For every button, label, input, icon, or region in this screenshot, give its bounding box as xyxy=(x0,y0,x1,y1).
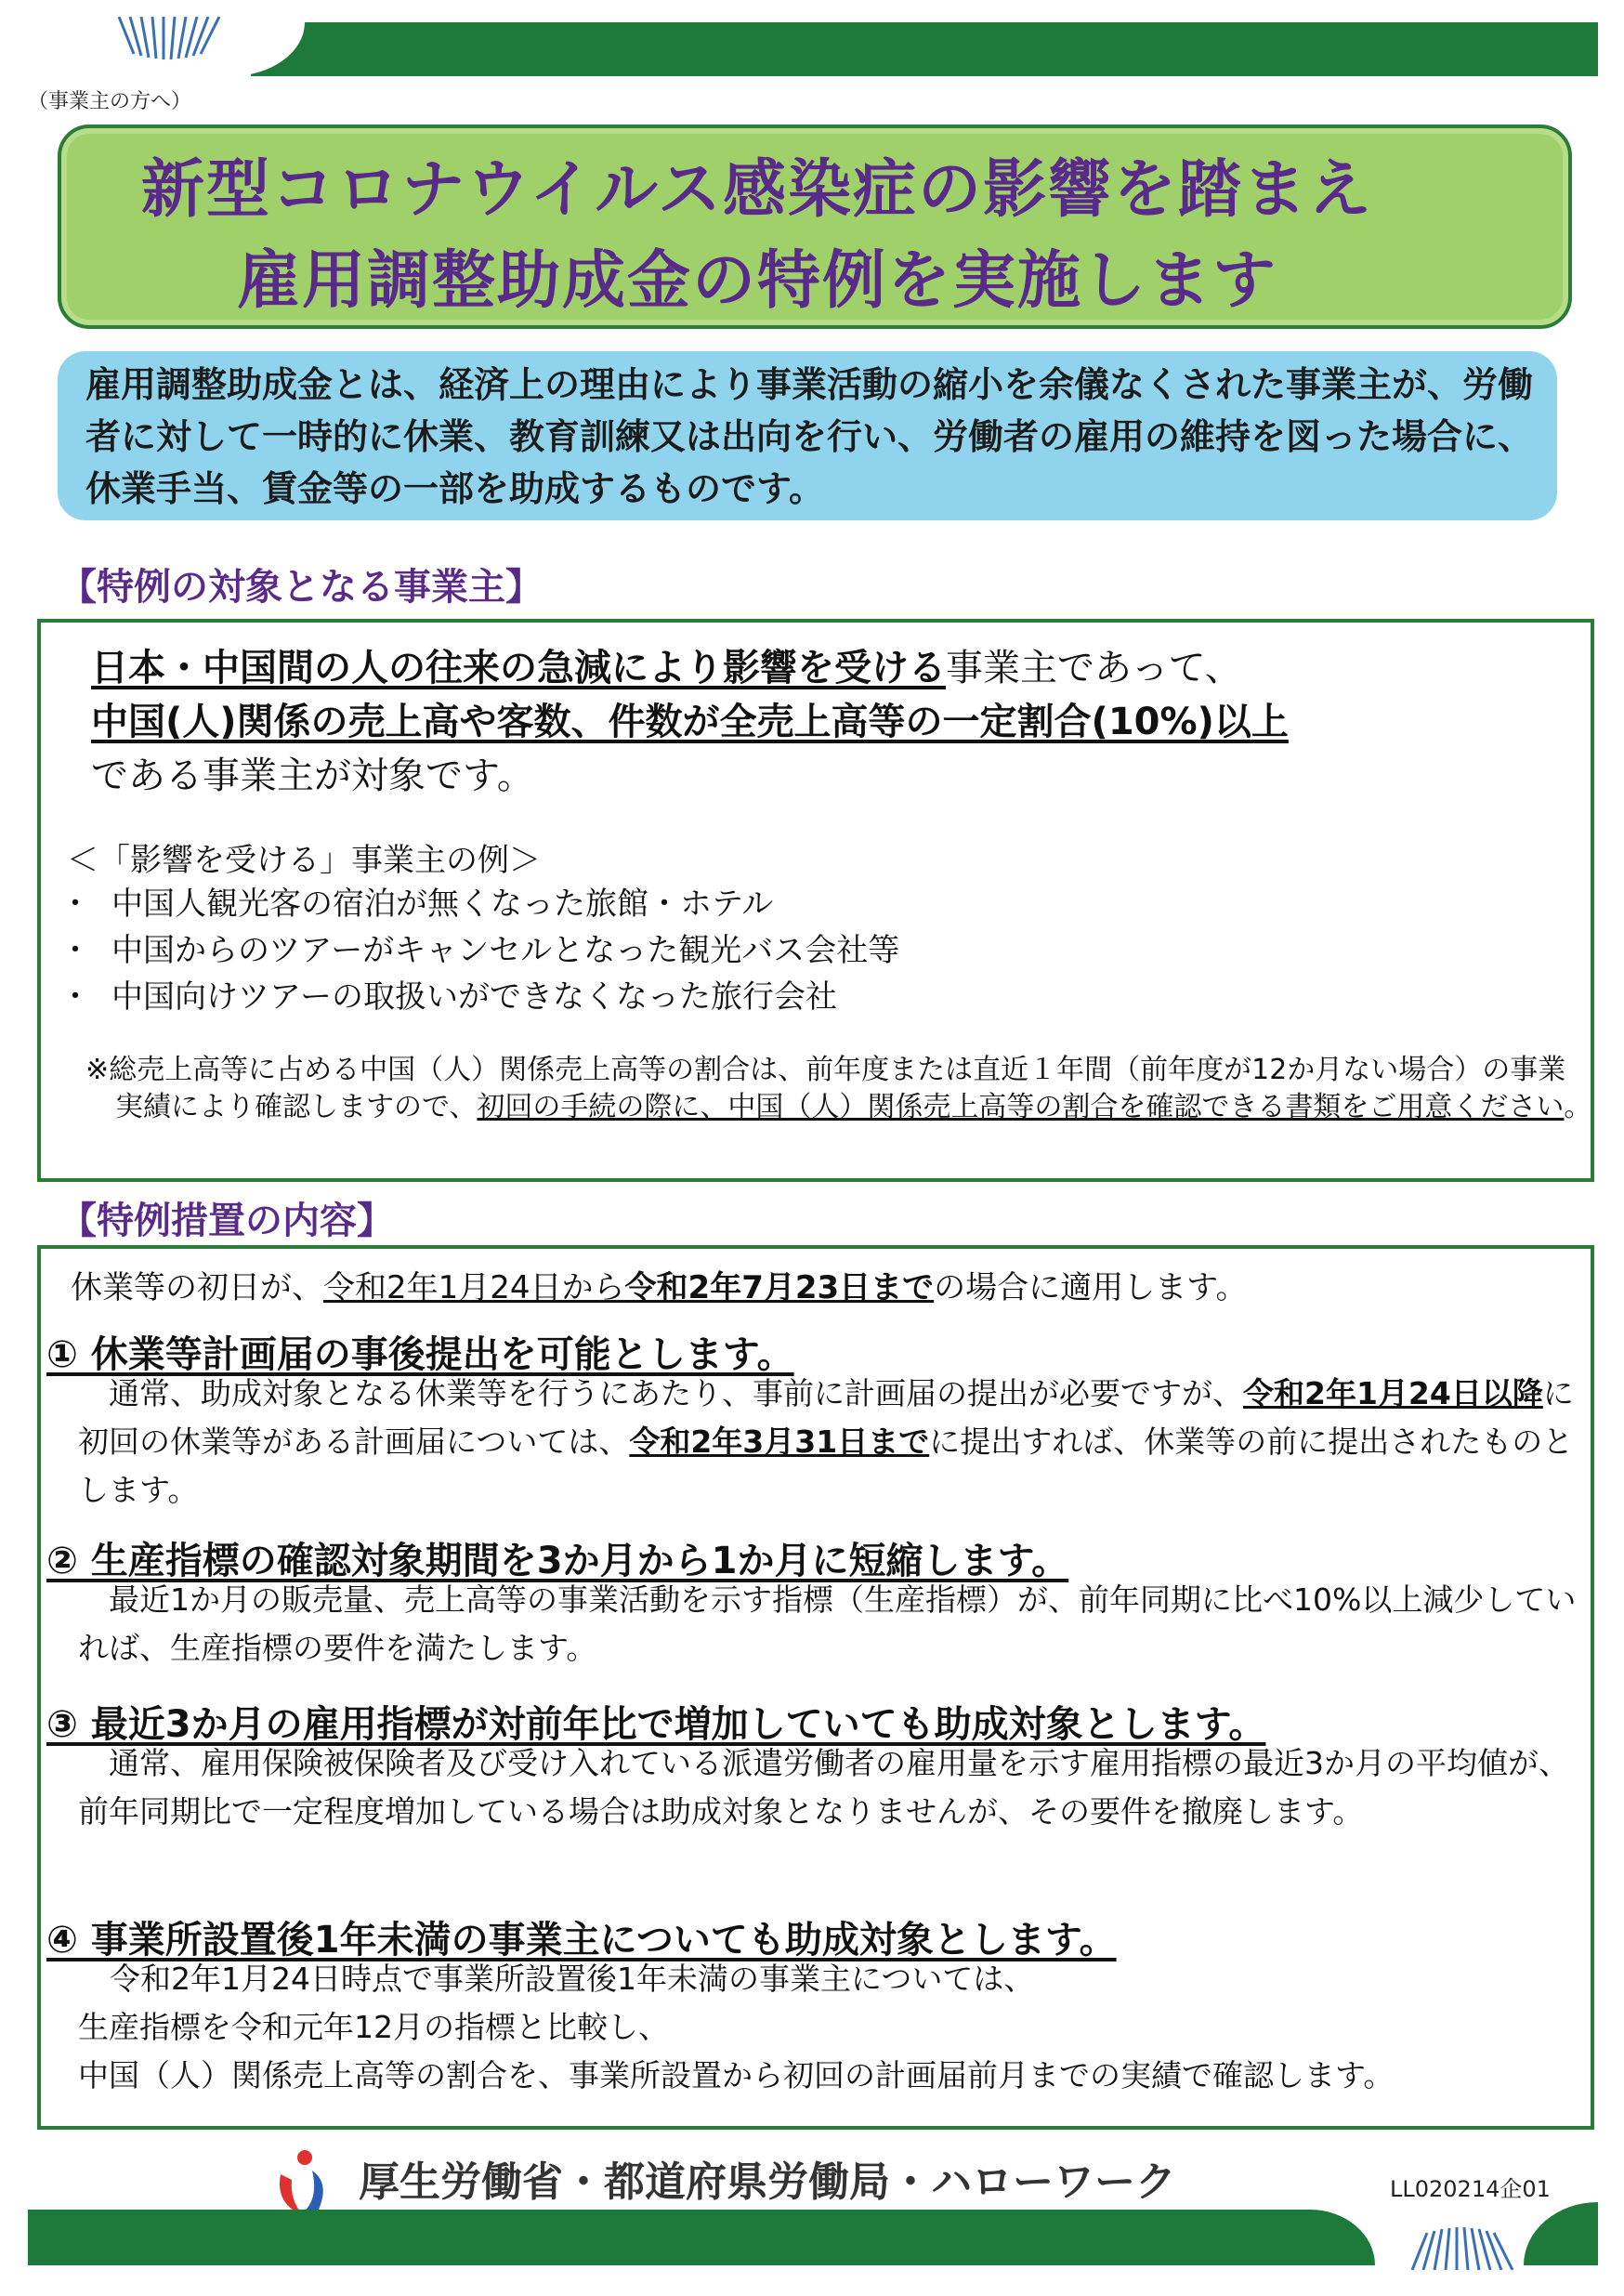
section-heading-measures: 【特例措置の内容】 xyxy=(59,1200,394,1242)
apply-text-2: の場合に適用します。 xyxy=(934,1269,1248,1306)
target-description xyxy=(91,641,1540,803)
apply-text-1: 休業等の初日が、 xyxy=(71,1269,323,1306)
measure-1-text-1: 通常、助成対象となる休業等を行うにあたり、事前に計画届の提出が必要ですが、 xyxy=(109,1375,1243,1411)
note-text-2: 。 xyxy=(1564,1091,1592,1123)
audience-label: （事業主の方へ） xyxy=(28,90,192,113)
measure-4-line-3: 中国（人）関係売上高等の割合を、事業所設置から初回の計画届前月までの実績で確認します。 xyxy=(78,2057,1395,2093)
measure-2-body xyxy=(78,1576,1583,1673)
measure-1-text-2: に初回の休業等がある計画届については、 xyxy=(78,1375,1574,1460)
measure-3-text: 通常、雇用保険被保険者及び受け入れている派遣労働者の雇用量を示す雇用指標の最近3か月の平均値が、前年同期比で一定程度増加している場合は助成対象となりませんが、その要件を撤廃します。 xyxy=(78,1745,1569,1830)
section-heading-target: 【特例の対象となる事業主】 xyxy=(59,566,543,609)
list-item: ・ 中国人観光客の宿泊が無くなった旅館・ホテル xyxy=(59,881,899,927)
examples-list xyxy=(59,881,899,1020)
measure-1-heading: ① 休業等計画届の事後提出を可能とします。 xyxy=(46,1333,794,1376)
document-code: LL020214企01 xyxy=(1390,2176,1551,2202)
examples-title: ＜「影響を受ける」事業主の例＞ xyxy=(67,842,541,879)
bottom-band-corner xyxy=(1524,2202,1598,2265)
top-green-band xyxy=(251,22,1598,76)
list-item: ・ 中国向けツアーの取扱いができなくなった旅行会社 xyxy=(59,974,899,1020)
ministry-fan-icon xyxy=(100,17,240,61)
bottom-green-band xyxy=(28,2210,1375,2265)
measure-1-text-3: に提出すれば、休業等の前に提出されたものとします。 xyxy=(78,1424,1574,1508)
measure-3-body xyxy=(78,1739,1583,1836)
measure-4-line-1: 令和2年1月24日時点で事業所設置後1年未満の事業主については、 xyxy=(110,1961,1035,1997)
intro-text: 雇用調整助成金とは、経済上の理由により事業活動の縮小を余儀なくされた事業主が、労働者に対して一時的に休業、教育訓練又は出向を行い、労働者の雇用の維持を図った場合に、休業手当、賃金等の一部を助成するものです。 xyxy=(85,364,1534,509)
measure-2-heading: ② 生産指標の確認対象期間を3か月から1か月に短縮します。 xyxy=(46,1540,1069,1582)
note-document-request: 初回の手続の際に、中国（人）関係売上高等の割合を確認できる書類をご用意ください xyxy=(477,1091,1565,1123)
target-condition-1: 日本・中国間の人の往来の急減により影響を受ける xyxy=(91,647,946,689)
title-line-2: 雇用調整助成金の特例を実施します xyxy=(236,244,1277,318)
measure-4-line-2: 生産指標を令和元年12月の指標と比較し、 xyxy=(78,2009,669,2045)
measure-4-heading: ④ 事業所設置後1年未満の事業主についても助成対象とします。 xyxy=(46,1919,1117,1961)
target-text-1: 事業主であって、 xyxy=(946,647,1242,689)
note-text-1: ※総売上高等に占める中国（人）関係売上高等の割合は、前年度または直近１年間（前年度が12か月ない場合）の事業実績により確認しますので、 xyxy=(85,1054,1566,1123)
ministry-fan-icon-bottom xyxy=(1394,2225,1533,2270)
title-line-1: 新型コロナウイルス感染症の影響を踏まえ xyxy=(141,153,1373,227)
list-item: ・ 中国からのツアーがキャンセルとなった観光バス会社等 xyxy=(59,927,899,974)
measure-1-body xyxy=(78,1370,1583,1515)
apply-period xyxy=(71,1262,1247,1307)
measure-1-date-2: 令和2年3月31日まで xyxy=(629,1424,930,1460)
target-text-2: である事業主が対象です。 xyxy=(91,754,534,797)
apply-start-date: 令和2年1月24日から xyxy=(323,1269,625,1306)
ratio-note xyxy=(85,1052,1592,1126)
measure-3-heading: ③ 最近3か月の雇用指標が対前年比で増加していても助成対象とします。 xyxy=(46,1703,1266,1746)
apply-end-date: 令和2年7月23日まで xyxy=(624,1269,935,1306)
measure-1-date-1: 令和2年1月24日以降 xyxy=(1243,1375,1543,1411)
measure-4-body xyxy=(78,1955,1583,2100)
measure-2-text: 最近1か月の販売量、売上高等の事業活動を示す指標（生産指標）が、前年同期に比べ10%以上減少していれば、生産指標の要件を満たします。 xyxy=(78,1581,1577,1666)
target-condition-2: 中国(人)関係の売上高や客数、件数が全売上高等の一定割合(10%)以上 xyxy=(91,701,1289,743)
footer-organization: 厚生労働省・都道府県労働局・ハローワーク xyxy=(359,2158,1176,2206)
